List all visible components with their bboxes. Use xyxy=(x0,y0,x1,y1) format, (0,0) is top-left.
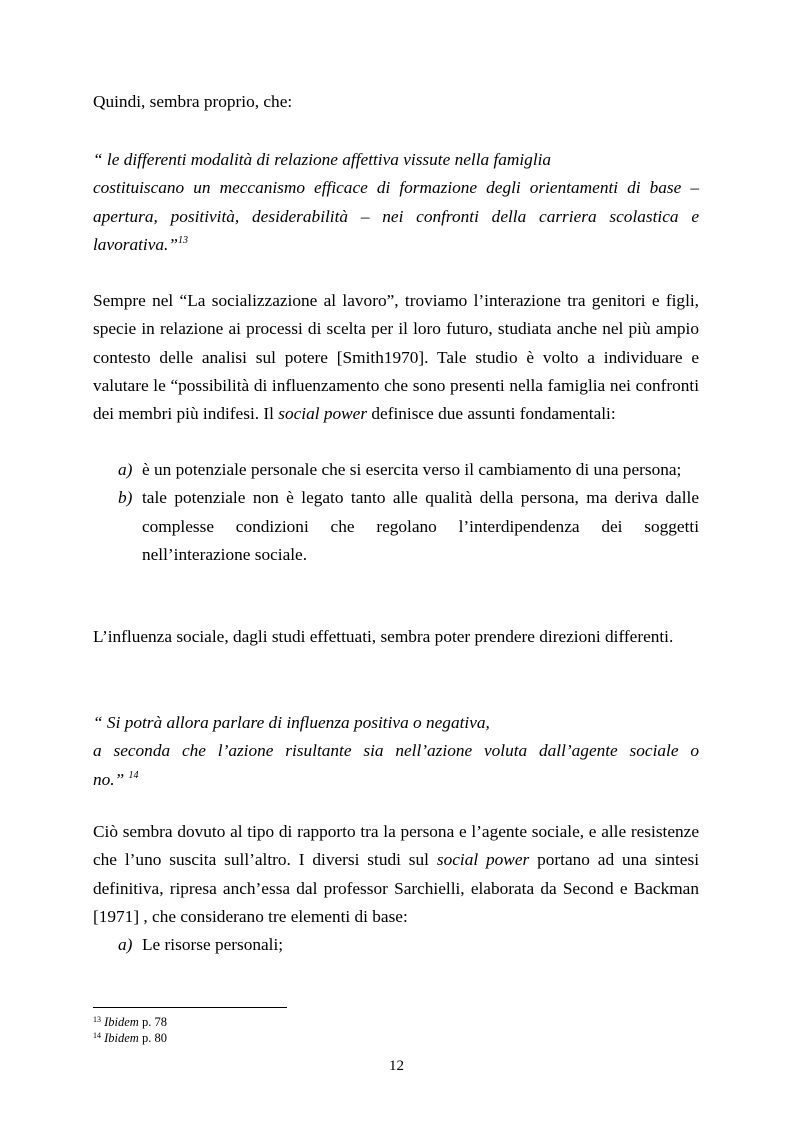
paragraph-1-term: social power xyxy=(278,404,368,424)
list-item-text: Le risorse personali; xyxy=(142,935,284,954)
quote-1-line-2: costituiscano un meccanismo efficace di formazione degli orientamenti di base – xyxy=(93,178,699,198)
intro-line: Quindi, sembra proprio, che: xyxy=(93,92,293,111)
list-item xyxy=(93,456,699,484)
footnote-ref-14: 14 xyxy=(128,769,139,781)
footnote-divider xyxy=(93,1007,287,1008)
paragraph-1-text-b: definisce due assunti fondamentali: xyxy=(367,404,616,424)
list-item-label: a) xyxy=(118,935,133,954)
paragraph-3 xyxy=(93,818,699,931)
footnote-text: p. 78 xyxy=(138,1015,167,1029)
list-item-label: a) xyxy=(118,460,133,479)
paragraph-1 xyxy=(93,287,699,428)
page-number: 12 xyxy=(389,1058,404,1074)
paragraph-2: L’influenza sociale, dagli studi effettuati, sembra poter prendere direzioni differenti. xyxy=(93,627,674,646)
footnote-number: 14 xyxy=(93,1031,101,1040)
footnote-ref-13: 13 xyxy=(177,234,188,246)
footnote-14 xyxy=(93,1031,167,1045)
list-item xyxy=(93,484,699,569)
quote-2-line-3 xyxy=(93,766,699,794)
list-item-text: è un potenziale personale che si esercita verso il cambiamento di una persona; xyxy=(142,460,682,479)
list-1 xyxy=(93,456,699,569)
quote-1-line-4 xyxy=(93,231,699,259)
list-2 xyxy=(93,931,699,959)
paragraph-3-term: social power xyxy=(436,850,530,870)
quote-1-line-4-text: lavorativa.” xyxy=(93,234,178,254)
footnote-term: Ibidem xyxy=(104,1031,139,1045)
footnote-term: Ibidem xyxy=(104,1015,139,1029)
footnote-number: 13 xyxy=(93,1015,101,1024)
quote-1 xyxy=(93,146,699,259)
quote-1-line-3: apertura, positività, desiderabilità – nei confronti della carriera scolastica e xyxy=(93,206,699,226)
footnote-13 xyxy=(93,1015,167,1029)
quote-2-line-3-text: no.” xyxy=(93,769,125,789)
list-item-text: tale potenziale non è legato tanto alle qualità della persona, ma deriva dalle complesse condizioni che regolano l’interdipendenza dei soggetti nell’interazione sociale. xyxy=(142,488,699,564)
paragraph-3-text-a: Ciò sembra dovuto al tipo di rapporto tra la persona e l’agente sociale, e alle resistenze che l’uno suscita sull’altro. I diversi studi sul xyxy=(93,822,699,870)
list-item xyxy=(93,931,699,959)
quote-2 xyxy=(93,709,699,794)
paragraph-1-text-a: Sempre nel “La socializzazione al lavoro”, troviamo l’interazione tra genitori e figli, specie in relazione ai processi di scelta per il loro futuro, studiata anche nel più ampio contesto delle analisi sul potere [Smith1970]. Tale studio è volto a individuare e valutare le “possibilità di influenzamento che sono presenti nella famiglia nei confronti dei membri più indifesi. Il xyxy=(93,291,699,424)
quote-2-line-2: a seconda che l’azione risultante sia nell’azione voluta dall’agente sociale o xyxy=(93,741,699,761)
quote-1-line-1: “ le differenti modalità di relazione affettiva vissute nella famiglia xyxy=(93,150,552,169)
list-item-label: b) xyxy=(118,488,133,508)
footnote-text: p. 80 xyxy=(138,1031,167,1045)
quote-2-line-1: “ Si potrà allora parlare di influenza positiva o negativa, xyxy=(93,713,490,732)
paragraph-3-text-b: portano ad una sintesi definitiva, ripresa anch’essa dal professor Sarchielli, elaborata da Second e Backman [1971] , che considerano tre elementi di base: xyxy=(93,850,699,926)
